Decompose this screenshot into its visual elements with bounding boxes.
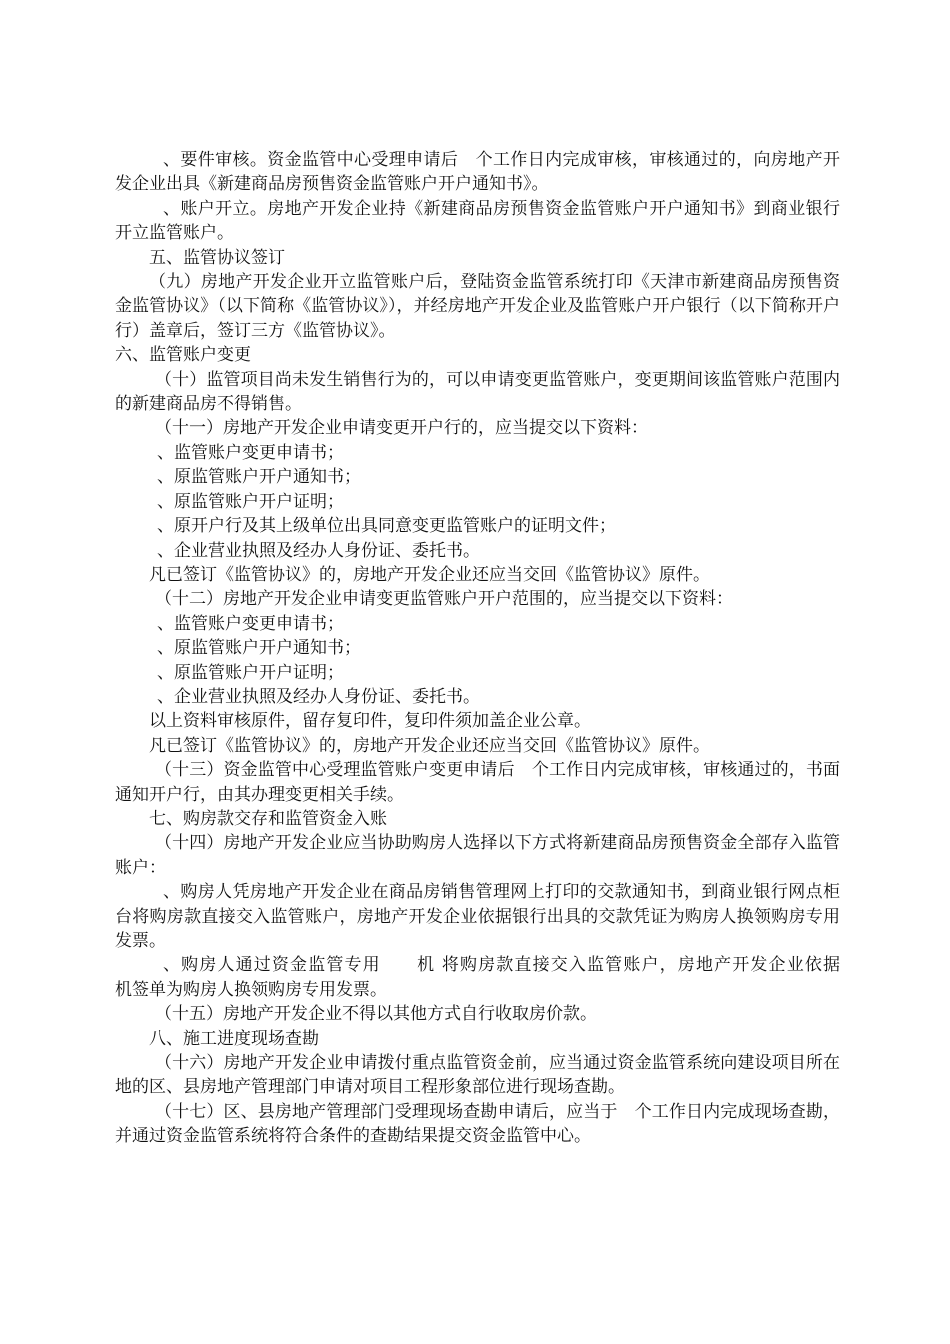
list-item: 、企业营业执照及经办人身份证、委托书。 (157, 686, 480, 707)
paragraph-agreement-return: 凡已签订《监管协议》的，房地产开发企业还应当交回《监管协议》原件。 (149, 735, 710, 756)
paragraph-clause-17: （十七）区、县房地产管理部门受理现场查勘申请后，应当于 个工作日内完成现场查勘，并通过资金监管系统将符合条件的查勘结果提交资金监管中心。 (115, 1101, 840, 1147)
section-heading-5: 五、监管协议签订 (149, 247, 285, 268)
paragraph-clause-15: （十五）房地产开发企业不得以其他方式自行收取房价款。 (155, 1004, 597, 1025)
document-body (115, 148, 874, 1149)
paragraph-clause-10: （十）监管项目尚未发生销售行为的，可以申请变更监管账户，变更期间该监管账户范围内的新建商品房不得销售。 (115, 369, 840, 415)
list-item: 、监管账户变更申请书； (157, 442, 344, 463)
list-item: 、原开户行及其上级单位出具同意变更监管账户的证明文件； (157, 516, 616, 537)
paragraph-review: 、要件审核。资金监管中心受理申请后 个工作日内完成审核，审核通过的，向房地产开发企业出具《新建商品房预售资金监管账户开户通知书》。 (115, 150, 840, 195)
paragraph-clause-9: （九）房地产开发企业开立监管账户后，登陆资金监管系统打印《天津市新建商品房预售资金监管协议》（以下简称《监管协议》），并经房地产开发企业及监管账户开户银行（以下简称开户行）盖章后，签订三方《监管协议》。 (115, 272, 840, 341)
paragraph-clause-14: （十四）房地产开发企业应当协助购房人选择以下方式将新建商品房预售资金全部存入监管账户： (115, 833, 840, 878)
paragraph-agreement-return: 凡已签订《监管协议》的，房地产开发企业还应当交回《监管协议》原件。 (149, 564, 710, 585)
list-item: 、监管账户变更申请书； (157, 613, 344, 634)
paragraph-copies-note: 以上资料审核原件，留存复印件，复印件须加盖企业公章。 (149, 711, 591, 732)
paragraph-payment-method-1: 、购房人凭房地产开发企业在商品房销售管理网上打印的交款通知书，到商业银行网点柜台将购房款直接交入监管账户，房地产开发企业依据银行出具的交款凭证为购房人换领购房专用发票。 (115, 882, 840, 951)
list-item: 、原监管账户开户证明； (157, 662, 344, 683)
paragraph-payment-method-2: 、购房人通过资金监管专用 机 将购房款直接交入监管账户，房地产开发企业依据 机签单为购房人换领购房专用发票。 (115, 955, 874, 1000)
section-heading-6: 六、监管账户变更 (115, 345, 251, 366)
section-heading-7: 七、购房款交存和监管资金入账 (149, 808, 387, 829)
paragraph-clause-13: （十三）资金监管中心受理监管账户变更申请后 个工作日内完成审核，审核通过的，书面通知开户行，由其办理变更相关手续。 (115, 760, 840, 805)
list-item: 、原监管账户开户证明； (157, 491, 344, 512)
paragraph-clause-16: （十六）房地产开发企业申请拨付重点监管资金前，应当通过资金监管系统向建设项目所在地的区、县房地产管理部门申请对项目工程形象部位进行现场查勘。 (115, 1053, 840, 1098)
list-item: 、原监管账户开户通知书； (157, 467, 361, 488)
paragraph-clause-11: （十一）房地产开发企业申请变更开户行的，应当提交以下资料： (155, 418, 648, 439)
paragraph-account-opening: 、账户开立。房地产开发企业持《新建商品房预售资金监管账户开户通知书》到商业银行开立监管账户。 (115, 198, 840, 244)
list-item: 、原监管账户开户通知书； (157, 638, 361, 659)
list-item: 、企业营业执照及经办人身份证、委托书。 (157, 540, 480, 561)
section-heading-8: 八、施工进度现场查勘 (149, 1028, 319, 1049)
paragraph-clause-12: （十二）房地产开发企业申请变更监管账户开户范围的，应当提交以下资料： (155, 589, 733, 610)
